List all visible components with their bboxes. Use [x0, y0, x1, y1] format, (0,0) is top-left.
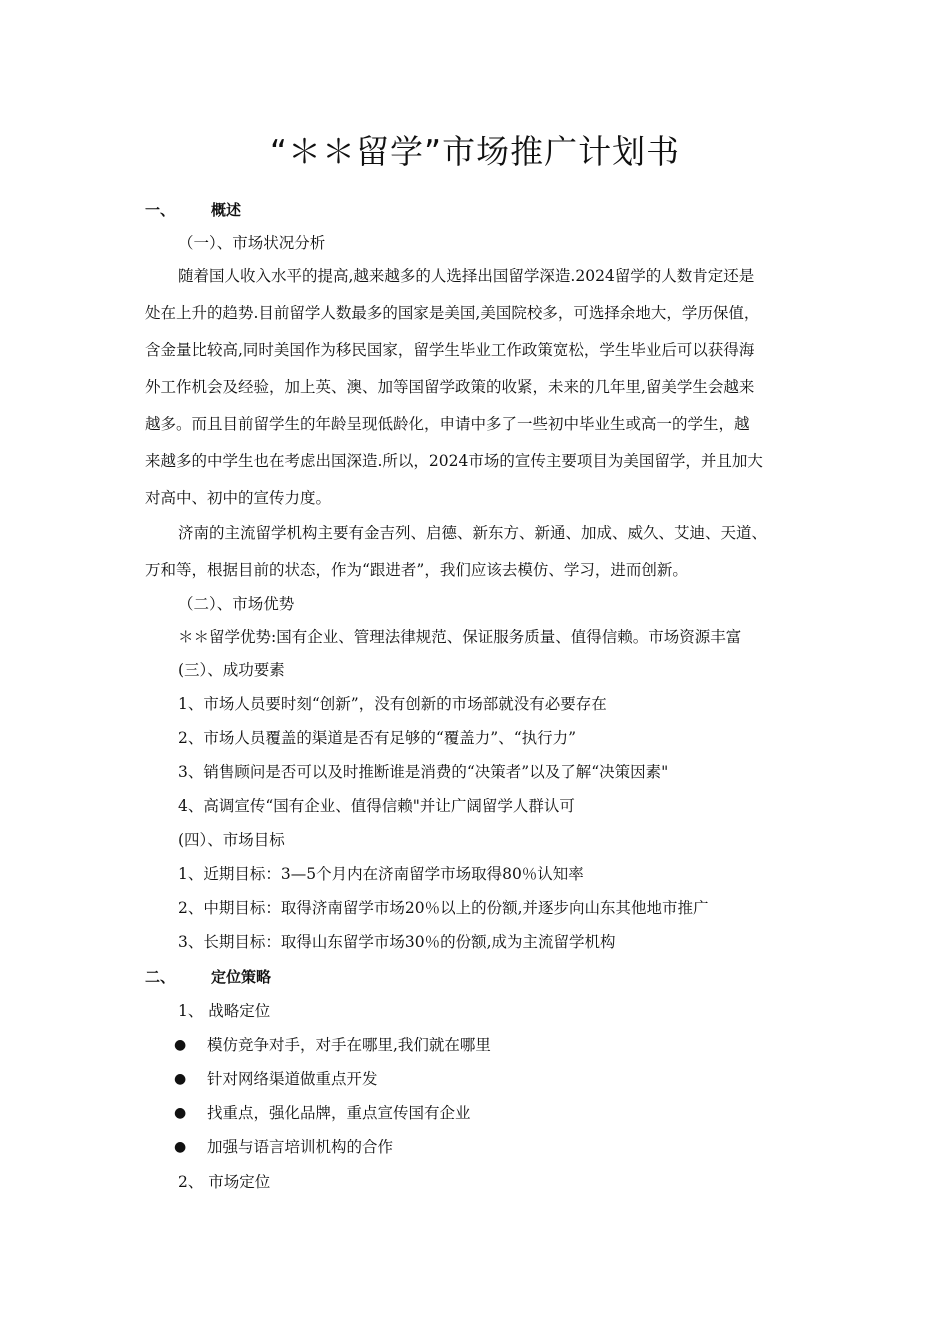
- paragraph-1-line: 越多。而且目前留学生的年龄呈现低龄化，申请中多了一些初中毕业生或高一的学生，越: [145, 415, 750, 433]
- strategy-bullet-text: 加强与语言培训机构的合作: [207, 1138, 394, 1156]
- factor-item: 2、市场人员覆盖的渠道是否有足够的“覆盖力”、“执行力”: [178, 729, 577, 747]
- strategy-bullet-text: 模仿竞争对手，对手在哪里,我们就在哪里: [207, 1036, 491, 1054]
- paragraph-2-line: 万和等，根据目前的状态，作为“跟进者”，我们应该去模仿、学习，进而创新。: [145, 561, 688, 579]
- strategy-bullet-text: 针对网络渠道做重点开发: [207, 1070, 378, 1088]
- document-title: “＊＊留学”市场推广计划书: [269, 132, 681, 171]
- subsection-4-heading: (四）、市场目标: [178, 831, 285, 849]
- bullet-icon: ●: [174, 1071, 187, 1087]
- paragraph-1-line: 含金量比较高,同时美国作为移民国家，留学生毕业工作政策宽松，学生毕业后可以获得海: [145, 341, 755, 359]
- strategy-heading: 1、 战略定位: [178, 1002, 271, 1020]
- market-positioning-heading: 2、 市场定位: [178, 1173, 271, 1191]
- paragraph-1-line: 对高中、初中的宣传力度。: [145, 489, 332, 507]
- factor-item: 1、市场人员要时刻“创新”，没有创新的市场部就没有必要存在: [178, 695, 607, 713]
- section-2-number: 二、: [145, 968, 176, 986]
- section-1-number: 一、: [145, 201, 176, 219]
- goal-item: 3、长期目标：取得山东留学市场30％的份额,成为主流留学机构: [178, 933, 616, 951]
- subsection-2-heading: （二）、市场优势: [178, 595, 295, 613]
- goal-item: 2、中期目标：取得济南留学市场20％以上的份额,并逐步向山东其他地市推广: [178, 899, 709, 917]
- strategy-bullet-text: 找重点，强化品牌，重点宣传国有企业: [207, 1104, 471, 1122]
- subsection-3-heading: (三）、成功要素: [178, 661, 285, 679]
- subsection-1-heading: （一）、市场状况分析: [178, 234, 326, 252]
- bullet-icon: ●: [174, 1105, 187, 1121]
- goal-item: 1、近期目标：3—5个月内在济南留学市场取得80％认知率: [178, 865, 584, 883]
- paragraph-1-line: 处在上升的趋势.目前留学人数最多的国家是美国,美国院校多，可选择余地大，学历保值，: [145, 304, 760, 322]
- section-1-title: 概述: [211, 201, 242, 219]
- paragraph-1-line: 来越多的中学生也在考虑出国深造.所以，2024市场的宣传主要项目为美国留学，并且加大: [145, 452, 763, 470]
- factor-item: 3、销售顾问是否可以及时推断谁是消费的“决策者”以及了解“决策因素": [178, 763, 669, 781]
- bullet-icon: ●: [174, 1037, 187, 1053]
- factor-item: 4、高调宣传“国有企业、值得信赖"并让广阔留学人群认可: [178, 797, 575, 815]
- advantage-text: ＊＊留学优势:国有企业、管理法律规范、保证服务质量、值得信赖。市场资源丰富: [178, 628, 742, 646]
- paragraph-1-line: 随着国人收入水平的提高,越来越多的人选择出国留学深造.2024留学的人数肯定还是: [178, 267, 755, 285]
- bullet-icon: ●: [174, 1139, 187, 1155]
- section-2-title: 定位策略: [211, 968, 272, 986]
- paragraph-1-line: 外工作机会及经验，加上英、澳、加等国留学政策的收紧，未来的几年里,留美学生会越来: [145, 378, 755, 396]
- paragraph-2-line: 济南的主流留学机构主要有金吉列、启德、新东方、新通、加成、威久、艾迪、天道、: [178, 524, 768, 542]
